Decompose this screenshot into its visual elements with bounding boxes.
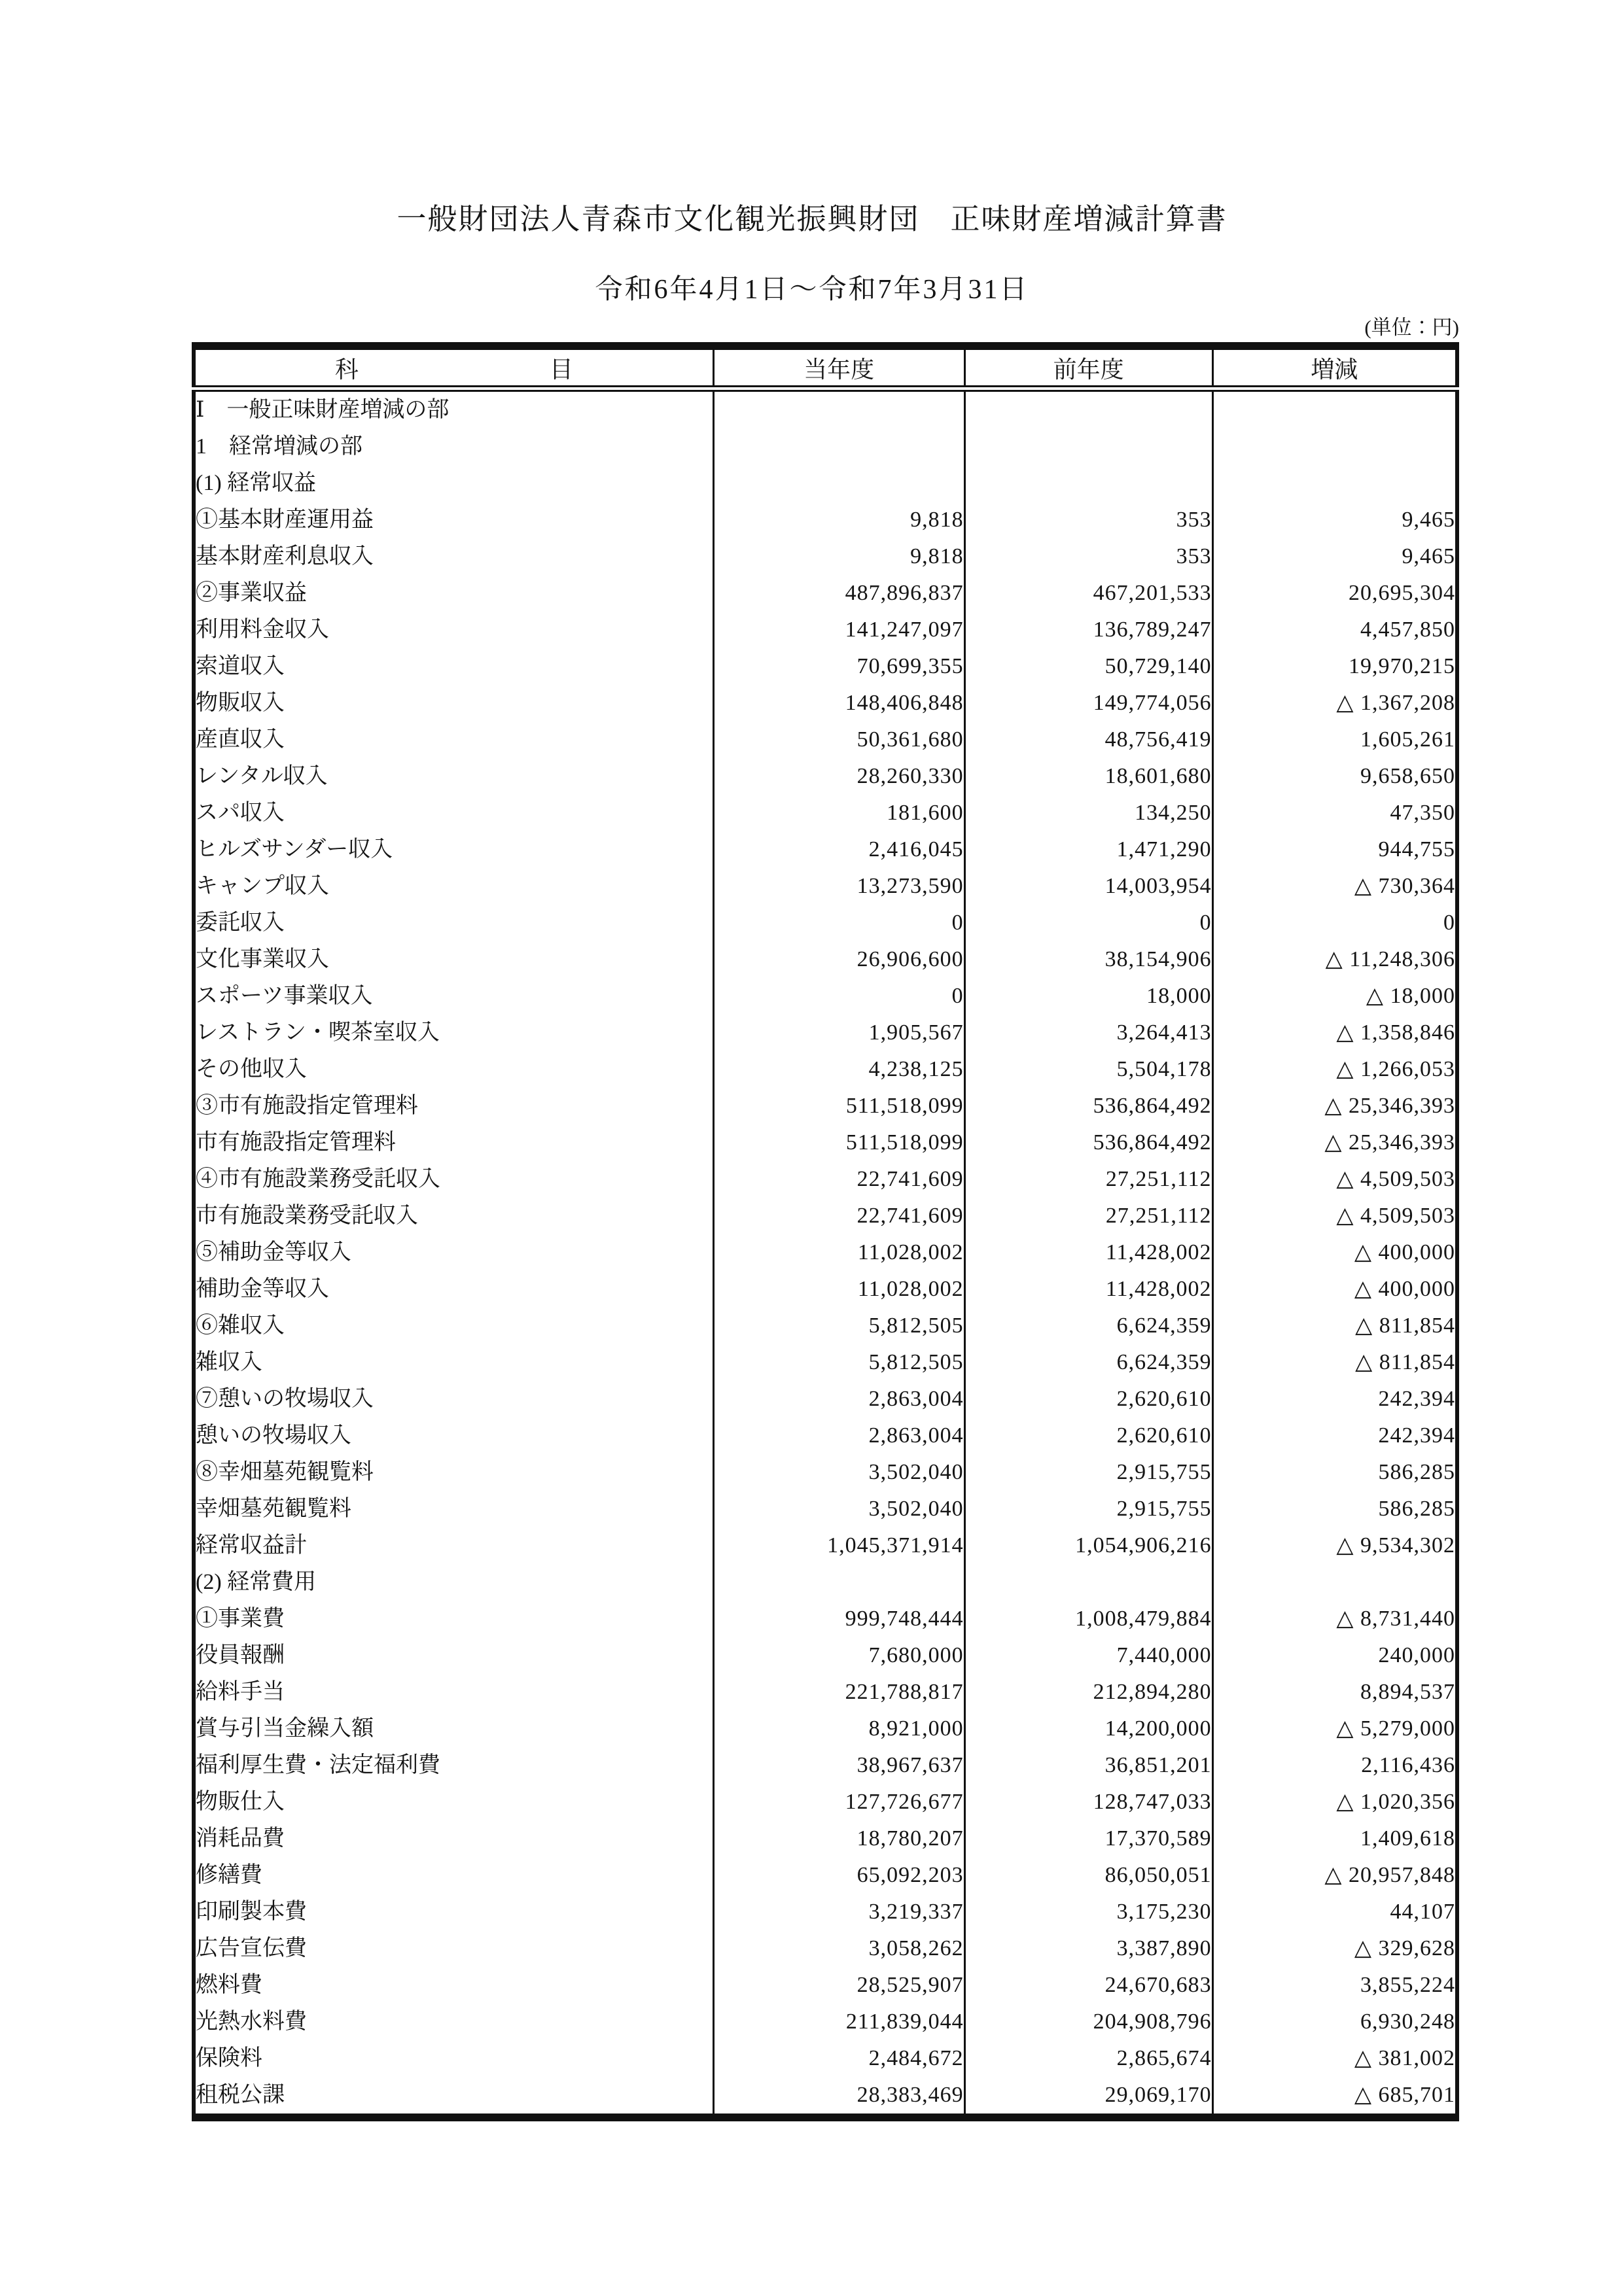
previous-year-value: 0	[964, 905, 1212, 941]
col-header-change: 増減	[1212, 346, 1457, 389]
current-year-value: 5,812,505	[713, 1308, 964, 1344]
previous-year-value: 3,264,413	[964, 1015, 1212, 1051]
previous-year-value	[964, 465, 1212, 502]
item-label: ⑥雑収入	[196, 1313, 285, 1338]
statement-table	[192, 342, 1459, 2121]
table-row	[194, 389, 1457, 428]
table-row	[194, 795, 1457, 831]
current-year-value	[713, 1564, 964, 1601]
table-row	[194, 1491, 1457, 1527]
item-label: ⑧幸畑墓苑観覧料	[196, 1460, 374, 1484]
change-value: △ 329,628	[1212, 1930, 1457, 1967]
item-label: 利用料金収入	[196, 617, 329, 642]
current-year-value: 2,416,045	[713, 831, 964, 868]
current-year-value: 7,680,000	[713, 1637, 964, 1674]
change-value: 20,695,304	[1212, 575, 1457, 612]
current-year-value: 211,839,044	[713, 2004, 964, 2040]
current-year-value: 5,812,505	[713, 1344, 964, 1381]
previous-year-value: 136,789,247	[964, 612, 1212, 648]
table-row	[194, 1711, 1457, 1747]
table-row	[194, 1747, 1457, 1784]
current-year-value: 0	[713, 905, 964, 941]
current-year-value: 221,788,817	[713, 1674, 964, 1711]
current-year-value: 4,238,125	[713, 1051, 964, 1088]
item-label: ⑦憩いの牧場収入	[196, 1387, 374, 1411]
current-year-value: 2,863,004	[713, 1381, 964, 1418]
current-year-value: 2,863,004	[713, 1418, 964, 1454]
previous-year-value: 2,620,610	[964, 1418, 1212, 1454]
previous-year-value: 48,756,419	[964, 722, 1212, 758]
current-year-value: 28,383,469	[713, 2077, 964, 2117]
current-year-value: 22,741,609	[713, 1198, 964, 1234]
item-label: ③市有施設指定管理料	[196, 1094, 418, 1118]
change-value: 1,409,618	[1212, 1820, 1457, 1857]
change-value: △ 9,534,302	[1212, 1527, 1457, 1564]
table-row	[194, 1234, 1457, 1271]
current-year-value: 70,699,355	[713, 648, 964, 685]
change-value: △ 18,000	[1212, 978, 1457, 1015]
table-row	[194, 941, 1457, 978]
change-value: 44,107	[1212, 1894, 1457, 1930]
previous-year-value	[964, 389, 1212, 428]
current-year-value: 1,905,567	[713, 1015, 964, 1051]
current-year-value: 50,361,680	[713, 722, 964, 758]
change-value: △ 381,002	[1212, 2040, 1457, 2077]
previous-year-value	[964, 1564, 1212, 1601]
item-label: レストラン・喫茶室収入	[196, 1020, 440, 1045]
current-year-value: 9,818	[713, 502, 964, 538]
table-row	[194, 538, 1457, 575]
current-year-value: 487,896,837	[713, 575, 964, 612]
table-row	[194, 2040, 1457, 2077]
change-value: △ 20,957,848	[1212, 1857, 1457, 1894]
current-year-value: 11,028,002	[713, 1234, 964, 1271]
table-row	[194, 905, 1457, 941]
previous-year-value: 467,201,533	[964, 575, 1212, 612]
item-label: 物販仕入	[196, 1790, 285, 1814]
previous-year-value: 18,601,680	[964, 758, 1212, 795]
table-row	[194, 2004, 1457, 2040]
previous-year-value: 2,620,610	[964, 1381, 1212, 1418]
item-label: Ⅰ 一般正味財産増減の部	[196, 398, 450, 422]
change-value: △ 5,279,000	[1212, 1711, 1457, 1747]
change-value: 9,465	[1212, 538, 1457, 575]
current-year-value	[713, 389, 964, 428]
previous-year-value: 27,251,112	[964, 1161, 1212, 1198]
table-row	[194, 685, 1457, 722]
table-row	[194, 648, 1457, 685]
col-header-current: 当年度	[713, 346, 964, 389]
change-value: △ 685,701	[1212, 2077, 1457, 2117]
previous-year-value: 212,894,280	[964, 1674, 1212, 1711]
previous-year-value: 149,774,056	[964, 685, 1212, 722]
previous-year-value: 86,050,051	[964, 1857, 1212, 1894]
item-label: 燃料費	[196, 1973, 262, 1997]
change-value	[1212, 465, 1457, 502]
table-row	[194, 1601, 1457, 1637]
item-label: 印刷製本費	[196, 1900, 307, 1924]
previous-year-value: 38,154,906	[964, 941, 1212, 978]
previous-year-value: 29,069,170	[964, 2077, 1212, 2117]
item-label: キャンプ収入	[196, 874, 329, 898]
item-label: 文化事業収入	[196, 947, 329, 971]
item-label: 委託収入	[196, 911, 285, 935]
change-value: 8,894,537	[1212, 1674, 1457, 1711]
current-year-value: 1,045,371,914	[713, 1527, 964, 1564]
current-year-value: 38,967,637	[713, 1747, 964, 1784]
table-row	[194, 1930, 1457, 1967]
previous-year-value: 14,003,954	[964, 868, 1212, 905]
previous-year-value	[964, 428, 1212, 465]
table-row	[194, 465, 1457, 502]
current-year-value: 511,518,099	[713, 1088, 964, 1124]
item-label: スポーツ事業収入	[196, 984, 373, 1008]
item-label: その他収入	[196, 1057, 307, 1081]
change-value: 586,285	[1212, 1491, 1457, 1527]
table-row	[194, 1454, 1457, 1491]
current-year-value: 18,780,207	[713, 1820, 964, 1857]
previous-year-value: 17,370,589	[964, 1820, 1212, 1857]
item-label: 補助金等収入	[196, 1277, 329, 1301]
change-value: 19,970,215	[1212, 648, 1457, 685]
change-value: △ 4,509,503	[1212, 1198, 1457, 1234]
item-label: 光熱水料費	[196, 2009, 307, 2034]
change-value: △ 1,266,053	[1212, 1051, 1457, 1088]
previous-year-value: 1,471,290	[964, 831, 1212, 868]
previous-year-value: 14,200,000	[964, 1711, 1212, 1747]
change-value	[1212, 428, 1457, 465]
change-value: 9,465	[1212, 502, 1457, 538]
previous-year-value: 2,915,755	[964, 1491, 1212, 1527]
current-year-value: 28,260,330	[713, 758, 964, 795]
table-row	[194, 1527, 1457, 1564]
previous-year-value: 128,747,033	[964, 1784, 1212, 1820]
item-label: 基本財産利息収入	[196, 544, 374, 568]
current-year-value: 999,748,444	[713, 1601, 964, 1637]
table-row	[194, 428, 1457, 465]
table-row	[194, 1124, 1457, 1161]
previous-year-value: 6,624,359	[964, 1344, 1212, 1381]
table-row	[194, 1967, 1457, 2004]
item-label: 租税公課	[196, 2083, 285, 2107]
change-value	[1212, 1564, 1457, 1601]
current-year-value: 511,518,099	[713, 1124, 964, 1161]
table-row	[194, 1637, 1457, 1674]
item-label: 役員報酬	[196, 1643, 285, 1667]
change-value: 944,755	[1212, 831, 1457, 868]
item-label: ①基本財産運用益	[196, 508, 374, 532]
table-row	[194, 1674, 1457, 1711]
change-value: △ 25,346,393	[1212, 1088, 1457, 1124]
item-label: 市有施設業務受託収入	[196, 1204, 418, 1228]
previous-year-value: 2,915,755	[964, 1454, 1212, 1491]
current-year-value	[713, 465, 964, 502]
table-row	[194, 1820, 1457, 1857]
item-label: スパ収入	[196, 801, 285, 825]
previous-year-value: 24,670,683	[964, 1967, 1212, 2004]
col-header-item	[194, 346, 713, 389]
change-value: △ 811,854	[1212, 1308, 1457, 1344]
item-label: ⑤補助金等収入	[196, 1240, 351, 1264]
item-label: レンタル収入	[196, 764, 328, 788]
item-label: ④市有施設業務受託収入	[196, 1167, 440, 1191]
col-header-previous: 前年度	[964, 346, 1212, 389]
current-year-value: 11,028,002	[713, 1271, 964, 1308]
current-year-value: 13,273,590	[713, 868, 964, 905]
table-row	[194, 575, 1457, 612]
table-row	[194, 612, 1457, 648]
current-year-value: 65,092,203	[713, 1857, 964, 1894]
table-row	[194, 1015, 1457, 1051]
change-value: △ 11,248,306	[1212, 941, 1457, 978]
previous-year-value: 11,428,002	[964, 1271, 1212, 1308]
table-row	[194, 1344, 1457, 1381]
change-value: △ 4,509,503	[1212, 1161, 1457, 1198]
previous-year-value: 27,251,112	[964, 1198, 1212, 1234]
previous-year-value: 3,387,890	[964, 1930, 1212, 1967]
table-row	[194, 1051, 1457, 1088]
table-row	[194, 1198, 1457, 1234]
item-label: 産直収入	[196, 727, 285, 752]
current-year-value: 181,600	[713, 795, 964, 831]
table-row	[194, 1381, 1457, 1418]
current-year-value: 2,484,672	[713, 2040, 964, 2077]
item-label: 広告宣伝費	[196, 1936, 307, 1960]
previous-year-value: 11,428,002	[964, 1234, 1212, 1271]
change-value: 9,658,650	[1212, 758, 1457, 795]
item-label: 幸畑墓苑観覧料	[196, 1497, 351, 1521]
item-label: 憩いの牧場収入	[196, 1423, 351, 1448]
item-label: ①事業費	[196, 1607, 285, 1631]
change-value: △ 25,346,393	[1212, 1124, 1457, 1161]
current-year-value: 9,818	[713, 538, 964, 575]
current-year-value: 141,247,097	[713, 612, 964, 648]
previous-year-value: 6,624,359	[964, 1308, 1212, 1344]
item-label: 市有施設指定管理料	[196, 1130, 396, 1155]
change-value	[1212, 389, 1457, 428]
table-row	[194, 1418, 1457, 1454]
change-value: △ 1,020,356	[1212, 1784, 1457, 1820]
change-value: 586,285	[1212, 1454, 1457, 1491]
table-row	[194, 1784, 1457, 1820]
item-label: 消耗品費	[196, 1826, 285, 1851]
accounting-period: 令和6年4月1日～令和7年3月31日	[595, 275, 1029, 305]
page-title: 一般財団法人青森市文化観光振興財団 正味財産増減計算書	[397, 203, 1227, 235]
header-row	[194, 346, 1457, 389]
change-value: 240,000	[1212, 1637, 1457, 1674]
table-row	[194, 1088, 1457, 1124]
previous-year-value: 536,864,492	[964, 1124, 1212, 1161]
table-row	[194, 1308, 1457, 1344]
previous-year-value: 204,908,796	[964, 2004, 1212, 2040]
item-label: 経常収益計	[196, 1533, 307, 1557]
table-row	[194, 978, 1457, 1015]
change-value: △ 811,854	[1212, 1344, 1457, 1381]
change-value: △ 730,364	[1212, 868, 1457, 905]
change-value: 2,116,436	[1212, 1747, 1457, 1784]
table-row	[194, 1894, 1457, 1930]
previous-year-value: 7,440,000	[964, 1637, 1212, 1674]
item-label: 物販収入	[196, 691, 285, 715]
previous-year-value: 36,851,201	[964, 1747, 1212, 1784]
previous-year-value: 5,504,178	[964, 1051, 1212, 1088]
previous-year-value: 1,008,479,884	[964, 1601, 1212, 1637]
change-value: △ 1,367,208	[1212, 685, 1457, 722]
current-year-value: 3,502,040	[713, 1454, 964, 1491]
table-body	[194, 389, 1457, 2117]
previous-year-value: 50,729,140	[964, 648, 1212, 685]
item-label: 索道収入	[196, 654, 285, 678]
previous-year-value: 2,865,674	[964, 2040, 1212, 2077]
item-label: 1 経常増減の部	[196, 434, 362, 459]
item-label: 福利厚生費・法定福利費	[196, 1753, 440, 1777]
change-value: 0	[1212, 905, 1457, 941]
current-year-value: 8,921,000	[713, 1711, 964, 1747]
table-row	[194, 502, 1457, 538]
previous-year-value: 536,864,492	[964, 1088, 1212, 1124]
table-row	[194, 722, 1457, 758]
previous-year-value: 353	[964, 502, 1212, 538]
col-header-item-right: 目	[549, 356, 573, 383]
current-year-value: 0	[713, 978, 964, 1015]
current-year-value	[713, 428, 964, 465]
item-label: 給料手当	[196, 1680, 285, 1704]
item-label: 賞与引当金繰入額	[196, 1716, 374, 1741]
change-value: △ 1,358,846	[1212, 1015, 1457, 1051]
table-row	[194, 1161, 1457, 1198]
table-row	[194, 1271, 1457, 1308]
current-year-value: 127,726,677	[713, 1784, 964, 1820]
table-row	[194, 868, 1457, 905]
unit-note: (単位：円)	[1364, 316, 1459, 339]
current-year-value: 26,906,600	[713, 941, 964, 978]
change-value: 4,457,850	[1212, 612, 1457, 648]
change-value: 6,930,248	[1212, 2004, 1457, 2040]
item-label: 修繕費	[196, 1863, 262, 1887]
change-value: △ 400,000	[1212, 1271, 1457, 1308]
table-row	[194, 831, 1457, 868]
item-label: 雑収入	[196, 1350, 262, 1374]
current-year-value: 3,219,337	[713, 1894, 964, 1930]
item-label: (1) 経常収益	[196, 471, 317, 495]
change-value: 242,394	[1212, 1418, 1457, 1454]
change-value: 3,855,224	[1212, 1967, 1457, 2004]
table-row	[194, 1564, 1457, 1601]
current-year-value: 28,525,907	[713, 1967, 964, 2004]
current-year-value: 3,502,040	[713, 1491, 964, 1527]
previous-year-value: 353	[964, 538, 1212, 575]
change-value: △ 8,731,440	[1212, 1601, 1457, 1637]
previous-year-value: 134,250	[964, 795, 1212, 831]
change-value: 242,394	[1212, 1381, 1457, 1418]
current-year-value: 22,741,609	[713, 1161, 964, 1198]
previous-year-value: 1,054,906,216	[964, 1527, 1212, 1564]
item-label: 保険料	[196, 2046, 262, 2070]
table-row	[194, 758, 1457, 795]
previous-year-value: 3,175,230	[964, 1894, 1212, 1930]
current-year-value: 3,058,262	[713, 1930, 964, 1967]
item-label: ②事業収益	[196, 581, 307, 605]
change-value: 1,605,261	[1212, 722, 1457, 758]
current-year-value: 148,406,848	[713, 685, 964, 722]
previous-year-value: 18,000	[964, 978, 1212, 1015]
change-value: 47,350	[1212, 795, 1457, 831]
change-value: △ 400,000	[1212, 1234, 1457, 1271]
table-row	[194, 1857, 1457, 1894]
item-label: ヒルズサンダー収入	[196, 837, 393, 861]
item-label: (2) 経常費用	[196, 1570, 317, 1594]
table-row	[194, 2077, 1457, 2117]
col-header-item-left: 科	[334, 356, 359, 383]
